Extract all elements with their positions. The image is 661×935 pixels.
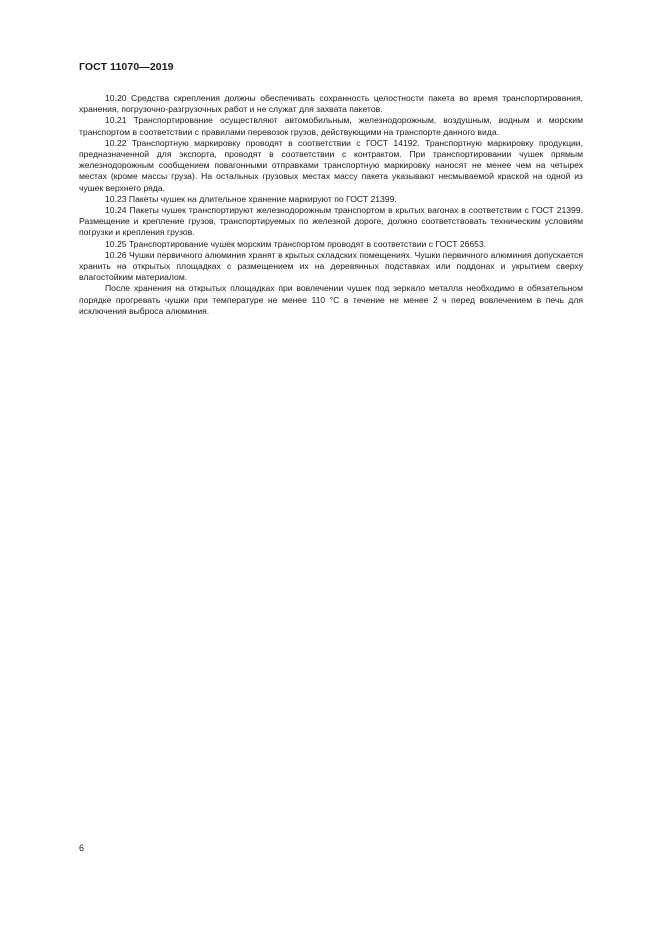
paragraph-10-21: 10.21 Транспортирование осуществляют автомобильным, железнодорожным, воздушным, водным и морским транспортом в соответствии с правилами перевозок грузов, действующими на транспорте данного вида. <box>79 115 583 137</box>
paragraph-10-26: 10.26 Чушки первичного алюминия хранят в крытых складских помещениях. Чушки первичного алюминия допускается хранить на открытых площадках с размещением их на деревянных подставках или поддонах и укрытием сверху влагостойким материалом. <box>79 249 583 283</box>
paragraph-10-23: 10.23 Пакеты чушек на длительное хранение маркируют по ГОСТ 21399. <box>105 193 397 204</box>
paragraph-10-22: 10.22 Транспортную маркировку проводят в соответствии с ГОСТ 14192. Транспортную маркировку продукции, предназначенной для экспорта, проводят в соответствии с контрактом. При транспортировании чушек прямым железнодорожным сообщением повагонными отправками транспортную маркировку наносят не менее чем на четырех местах (кроме массы груза). На остальных грузовых местах массу пакета указывают несмываемой краской на одной из чушек верхнего ряда. <box>79 137 583 193</box>
paragraph-storage-note: После хранения на открытых площадках при вовлечении чушек под зеркало металла необходимо в обязательном порядке прогревать чушки при температуре не менее 110 °С в течение не менее 2 ч перед вовлечением в печь для исключения выброса алюминия. <box>79 283 583 316</box>
paragraph-10-24: 10.24 Пакеты чушек транспортируют железнодорожным транспортом в крытых вагонах в соответствии с ГОСТ 21399. Размещение и крепление грузов, транспортируемых по железной дороге, должно соответствовать техническим условиям погрузки и крепления грузов. <box>79 205 583 238</box>
paragraph-10-20: 10.20 Средства скрепления должны обеспечивать сохранность целостности пакета во время транспортирования, хранения, погрузочно-разгрузочных работ и не служат для захвата пакетов. <box>79 93 583 115</box>
paragraph-10-25: 10.25 Транспортирование чушек морским транспортом проводят в соответствии с ГОСТ 26653. <box>105 238 487 249</box>
document-header: ГОСТ 11070—2019 <box>79 61 174 73</box>
page-number: 6 <box>79 843 85 853</box>
document-body <box>79 93 583 317</box>
